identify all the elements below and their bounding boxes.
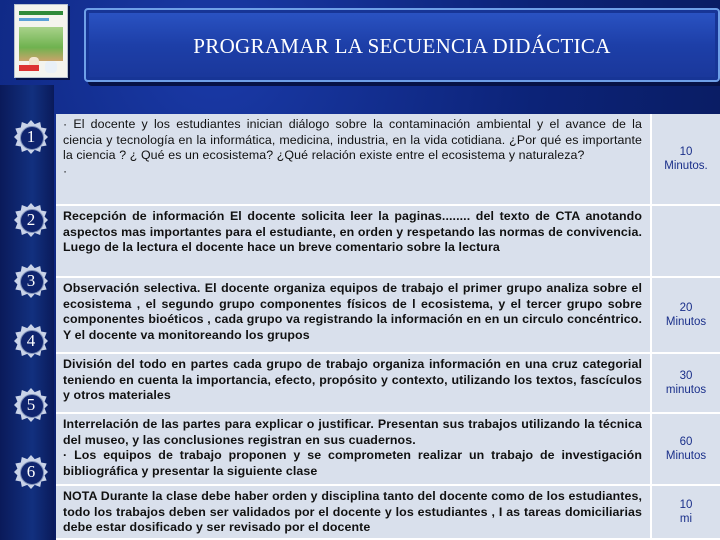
activity-cell <box>56 206 650 278</box>
time-cell <box>652 206 720 278</box>
activity-text: Recepción de información El docente solicita leer la paginas........ del texto de CTA anotando aspectos mas importantes para el estudiante, en orden y respetando las normas de convivencia. Luego de la lectura el docente hace un breve comentario sobre la lectura <box>63 209 642 254</box>
time-unit: Minutos <box>665 316 707 328</box>
time-cell <box>652 278 720 354</box>
time-cell <box>652 414 720 486</box>
title-banner <box>84 8 720 82</box>
time-value: 10 <box>679 499 693 511</box>
child-figure <box>45 61 57 73</box>
activity-cell <box>56 114 650 206</box>
activity-bullet: · <box>63 163 68 178</box>
time-value: 30 <box>679 370 693 382</box>
step-badge-3 <box>14 264 48 298</box>
table-row <box>56 414 720 486</box>
activity-cell <box>56 486 650 540</box>
step-badge-1 <box>14 120 48 154</box>
book-cover-image <box>14 4 68 78</box>
time-value: 10 <box>679 146 693 158</box>
table-row <box>56 486 720 540</box>
activity-cell <box>56 354 650 414</box>
step-number: 1 <box>26 127 36 146</box>
sequence-table <box>56 114 720 540</box>
table-row <box>56 278 720 354</box>
time-unit: mi <box>679 513 693 525</box>
time-unit: minutos <box>665 384 707 396</box>
activity-cell <box>56 278 650 354</box>
time-cell <box>652 486 720 540</box>
time-value: 20 <box>679 302 693 314</box>
step-badge-4 <box>14 324 48 358</box>
step-badge-6 <box>14 455 48 489</box>
step-number: 3 <box>26 271 36 290</box>
book-cover-logo <box>19 65 39 71</box>
step-number: 6 <box>26 462 36 481</box>
table-row <box>56 206 720 278</box>
activity-text: División del todo en partes cada grupo de trabajo organiza información en una cruz categorial teniendo en cuenta la importancia, efecto, propósito y contexto, utilizando los textos, fascículos y otros materiales <box>63 357 642 402</box>
book-cover-subheader-band <box>19 18 49 21</box>
step-number: 2 <box>26 210 36 229</box>
activity-text: · El docente y los estudiantes inician diálogo sobre la contaminación ambiental y el avance de la ciencia y tecnología en la informática, medicina, industria, en la vida cotidiana. ¿Por qué es importante la ciencia ? ¿ Qué es un ecosistema? ¿Qué relación existe entre el ecosistema y naturaleza? <box>63 117 642 162</box>
activity-cell <box>56 414 650 486</box>
time-cell <box>652 354 720 414</box>
activity-bullet: · Los equipos de trabajo proponen y se comprometen realizar un trabajo de investigación bibliográfica y presentar la siguiente clase <box>63 448 642 478</box>
step-badge-5 <box>14 388 48 422</box>
book-cover-photo <box>19 27 63 61</box>
activity-text: Interrelación de las partes para explicar o justificar. Presentan sus trabajos utilizando la técnica del museo, y las conclusiones registran en sus cuadernos. <box>63 417 642 447</box>
time-cell <box>652 114 720 206</box>
time-unit: Minutos <box>665 450 707 462</box>
table-row <box>56 114 720 206</box>
page-title: PROGRAMAR LA SECUENCIA DIDÁCTICA <box>193 34 611 58</box>
activity-text: NOTA Durante la clase debe haber orden y disciplina tanto del docente como de los estudiantes, todo los trabajos deben ser validados por el docente y los estudiantes , I as tareas domiciliarias debe estar dosificado y ser revisado por el docente <box>63 489 642 534</box>
activity-text: Observación selectiva. El docente organiza equipos de trabajo el primer grupo analiza sobre el ecosistema , el segundo grupo componentes físicos de l ecosistema, y el tercer grupo sobre componentes bioéticos , cada grupo va registrando la información en en un circulo concéntrico. Y el docente va monitoreando los grupos <box>63 281 642 342</box>
step-badge-2 <box>14 203 48 237</box>
table-row <box>56 354 720 414</box>
step-number: 5 <box>26 395 36 414</box>
time-unit: Minutos. <box>664 160 708 172</box>
step-number: 4 <box>26 331 36 350</box>
time-value: 60 <box>679 436 693 448</box>
book-cover-header-band <box>19 11 63 15</box>
